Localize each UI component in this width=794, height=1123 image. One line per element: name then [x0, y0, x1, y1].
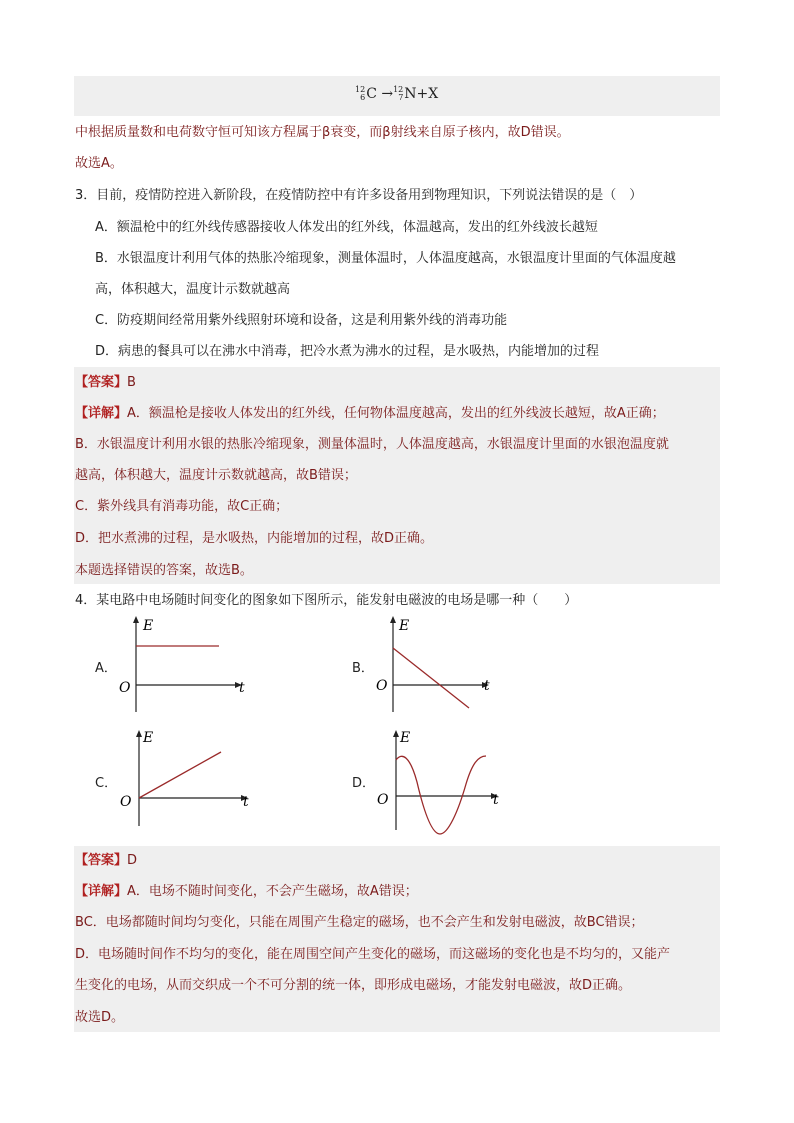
- answer-label: 【答案】: [75, 853, 128, 868]
- graph-c: [115, 722, 255, 832]
- carbon-symbol: C: [366, 86, 377, 102]
- q3-option-c: C．防疫期间经常用紫外线照射环境和设备，这是利用紫外线的消毒功能: [95, 313, 508, 328]
- graph-b: [372, 612, 512, 722]
- nitrogen-nuclide-indices: 12 7: [393, 85, 404, 102]
- axis-t-label: t: [493, 792, 499, 808]
- graph-a: [115, 612, 255, 722]
- q3-option-a: A．额温枪中的红外线传感器接收人体发出的红外线，体温越高，发出的红外线波长越短: [95, 220, 598, 235]
- axis-e-label: E: [400, 730, 411, 746]
- origin-label: O: [119, 680, 131, 696]
- nitrogen-symbol: N: [404, 86, 417, 102]
- q4-option-d-label: D．: [352, 776, 376, 791]
- origin-label: O: [120, 794, 132, 810]
- origin-label: O: [376, 678, 388, 694]
- y-axis-arrow: [136, 730, 142, 737]
- prev-answer-line-2: 故选A。: [75, 156, 123, 171]
- prev-answer-line-1: 中根据质量数和电荷数守恒可知该方程属于β衰变，而β射线来自原子核内，故D错误。: [75, 125, 570, 140]
- y-axis-arrow: [390, 616, 396, 623]
- field-curve: [393, 648, 469, 708]
- detail-text: A．电场不随时间变化，不会产生磁场，故A错误；: [127, 884, 418, 899]
- detail-label: 【详解】: [75, 406, 128, 421]
- q3-option-d: D．病患的餐具可以在沸水中消毒，把冷水煮为沸水的过程，是水吸热，内能增加的过程: [95, 344, 600, 359]
- axis-e-label: E: [143, 618, 154, 634]
- q4-answer: [75, 852, 137, 870]
- q4-option-b-label: B．: [352, 661, 374, 676]
- q3-detail-line-5: D．把水煮沸的过程，是水吸热，内能增加的过程，故D正确。: [75, 531, 434, 546]
- q3-detail-line-3: 越高，体积越大，温度计示数就越高，故B错误；: [75, 468, 357, 483]
- axis-e-label: E: [399, 618, 410, 634]
- axis-t-label: t: [243, 794, 249, 810]
- q3-detail-line-2: B．水银温度计利用水银的热胀冷缩现象，测量体温时，人体温度越高，水银温度计里面的水银泡温度就: [75, 437, 669, 452]
- q4-detail-line-3: D．电场随时间作不均匀的变化，能在周围空间产生变化的磁场，而这磁场的变化也是不均匀的，又能产: [75, 947, 671, 962]
- y-axis-arrow: [393, 730, 399, 737]
- q3-answer: [75, 374, 136, 392]
- answer-label: 【答案】: [75, 375, 128, 390]
- q3-option-b-line2: 高，体积越大，温度计示数就越高: [95, 282, 291, 297]
- detail-text: A．额温枪是接收人体发出的红外线，任何物体温度越高，发出的红外线波长越短，故A正确；: [127, 406, 665, 421]
- q3-option-b-line1: B．水银温度计利用气体的热胀冷缩现象，测量体温时，人体温度越高，水银温度计里面的气体温度越: [95, 251, 676, 266]
- axis-t-label: t: [239, 680, 245, 696]
- q4-answer-band: [74, 846, 720, 1032]
- q4-detail-line-4: 生变化的电场，从而交织成一个不可分割的统一体，即形成电磁场，才能发射电磁波，故D正确。: [75, 978, 632, 993]
- carbon-nuclide-indices: 12 6: [355, 85, 366, 102]
- q3-detail-line-4: C．紫外线具有消毒功能，故C正确；: [75, 499, 289, 514]
- q4-option-a-label: A．: [95, 661, 117, 676]
- nuclear-equation: [355, 86, 495, 106]
- q3-stem: 3．目前，疫情防控进入新阶段，在疫情防控中有许多设备用到物理知识，下列说法错误的是（ ）: [75, 188, 643, 203]
- detail-label: 【详解】: [75, 884, 128, 899]
- reaction-arrow: →: [381, 86, 394, 102]
- axis-t-label: t: [484, 678, 490, 694]
- field-curve: [139, 752, 221, 798]
- answer-value: D: [127, 853, 138, 868]
- q4-option-c-label: C．: [95, 776, 118, 791]
- q4-detail-line-5: 故选D。: [75, 1010, 125, 1025]
- product-x: +X: [416, 86, 439, 102]
- graph-d: [372, 722, 512, 838]
- q4-stem: 4．某电路中电场随时间变化的图象如下图所示，能发射电磁波的电场是哪一种（ ）: [75, 593, 578, 608]
- field-curve: [396, 756, 486, 834]
- origin-label: O: [377, 792, 389, 808]
- q3-detail-line-1: [75, 405, 665, 423]
- q4-detail-line-2: BC．电场都随时间均匀变化，只能在周围产生稳定的磁场，也不会产生和发射电磁波，故BC错误；: [75, 915, 644, 930]
- y-axis-arrow: [133, 616, 139, 623]
- answer-value: B: [127, 375, 136, 390]
- q4-detail-line-1: [75, 883, 418, 901]
- q3-detail-line-6: 本题选择错误的答案，故选B。: [75, 563, 253, 578]
- axis-e-label: E: [143, 730, 154, 746]
